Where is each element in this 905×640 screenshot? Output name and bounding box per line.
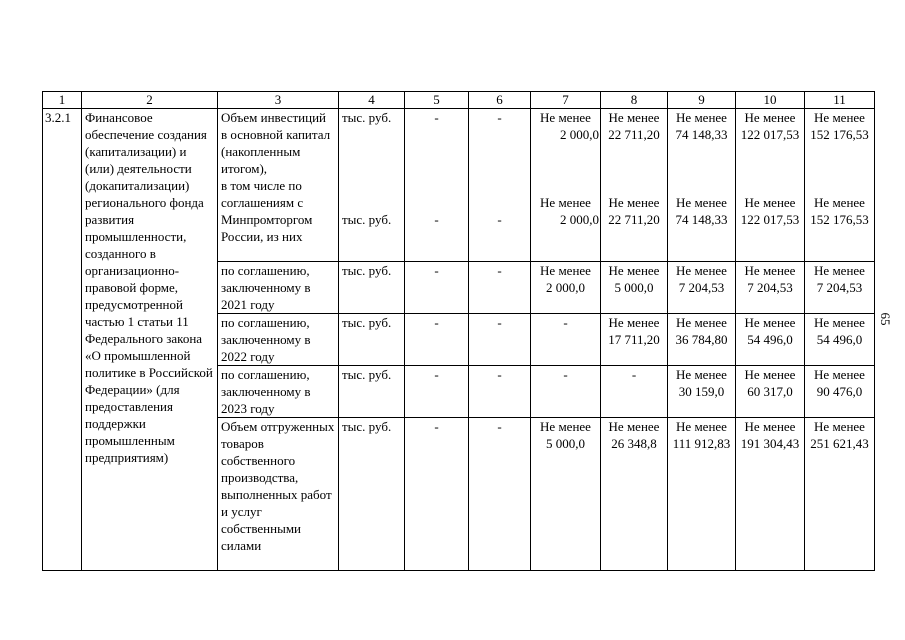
value-label: Не менее — [608, 195, 660, 210]
indicator-cell: по соглашению, заключенному в 2022 году — [218, 314, 339, 366]
value-cell — [668, 418, 736, 571]
unit-cell: тыс. руб. — [339, 418, 405, 571]
value-label: Не менее — [814, 195, 865, 210]
value-text: 60 317,0 — [747, 384, 793, 399]
value-cell — [531, 109, 601, 262]
value-label: Не менее — [676, 315, 727, 330]
value-text: 122 017,53 — [740, 127, 800, 142]
header-cell: 3 — [218, 92, 339, 109]
value-label: Не менее — [676, 263, 727, 278]
value-text: 7 204,53 — [816, 280, 863, 295]
value-label: Не менее — [540, 263, 591, 278]
value-text: 54 496,0 — [816, 332, 863, 347]
indicator-text: в том числе по соглашениям с Минпромторгом России, из них — [221, 178, 313, 244]
value-label: Не менее — [814, 110, 865, 125]
unit-cell: тыс. руб. — [339, 366, 405, 418]
indicator-cell: Объем отгруженных товаров собственного производства, выполненных работ и услуг собственными силами — [218, 418, 339, 571]
header-cell: 2 — [82, 92, 218, 109]
value-text: 152 176,53 — [810, 127, 869, 142]
value-cell — [805, 366, 875, 418]
value-cell: - — [469, 314, 531, 366]
value-label: Не менее — [744, 367, 796, 382]
value-text: 74 148,33 — [675, 212, 728, 227]
value-cell: - — [405, 314, 469, 366]
value-label: - — [631, 367, 637, 382]
value-label: Не менее — [608, 110, 660, 125]
value-cell — [601, 109, 668, 262]
header-cell: 10 — [736, 92, 805, 109]
value-text: 122 017,53 — [740, 212, 800, 227]
value-text: 54 496,0 — [747, 332, 793, 347]
value-label: Не менее — [814, 315, 865, 330]
value-cell — [805, 314, 875, 366]
item-number: 3.2.1 — [43, 109, 82, 571]
value-cell — [601, 418, 668, 571]
value-text: 2 000,0 — [546, 280, 585, 295]
value-cell: - — [469, 418, 531, 571]
value-cell: - — [405, 418, 469, 571]
value-cell — [469, 109, 531, 262]
value-label: Не менее — [608, 315, 660, 330]
value-text: 30 159,0 — [678, 384, 725, 399]
value-text: 17 711,20 — [608, 332, 660, 347]
value-cell — [736, 418, 805, 571]
header-cell: 8 — [601, 92, 668, 109]
value-text: 74 148,33 — [675, 127, 728, 142]
value-label: Не менее — [608, 263, 660, 278]
value-cell — [601, 262, 668, 314]
value-text: 7 204,53 — [747, 280, 793, 295]
value-cell: - — [405, 366, 469, 418]
header-cell: 4 — [339, 92, 405, 109]
indicator-cell: по соглашению, заключенному в 2021 году — [218, 262, 339, 314]
value-label: Не менее — [676, 367, 727, 382]
header-row — [43, 92, 875, 109]
value-text: 5 000,0 — [614, 280, 654, 295]
value-text: 22 711,20 — [608, 212, 660, 227]
value-text: - — [497, 212, 502, 227]
value-cell — [805, 109, 875, 262]
value-text: 111 912,83 — [672, 436, 731, 451]
value-cell — [736, 366, 805, 418]
value-cell — [736, 314, 805, 366]
value-cell — [531, 314, 601, 366]
value-text: 90 476,0 — [816, 384, 863, 399]
table-row — [43, 109, 875, 262]
value-label: Не менее — [744, 195, 796, 210]
value-text: 36 784,80 — [675, 332, 728, 347]
unit-cell: тыс. руб. — [339, 262, 405, 314]
value-cell — [601, 366, 668, 418]
value-text: 22 711,20 — [608, 127, 660, 142]
value-text: 26 348,8 — [611, 436, 657, 451]
value-text: 5 000,0 — [546, 436, 585, 451]
value-label: Не менее — [540, 110, 591, 125]
page-number: 65 — [878, 312, 893, 326]
unit-cell — [339, 109, 405, 262]
value-cell — [668, 109, 736, 262]
value-cell — [736, 109, 805, 262]
indicator-cell: по соглашению, заключенному в 2023 году — [218, 366, 339, 418]
value-cell — [805, 418, 875, 571]
value-label: Не менее — [814, 419, 865, 434]
value-cell: - — [469, 366, 531, 418]
value-text: 152 176,53 — [810, 212, 869, 227]
value-cell — [531, 366, 601, 418]
value-cell — [668, 366, 736, 418]
indicator-text: Объем инвестиций в основной капитал (накопленным итогом), — [221, 110, 331, 176]
header-cell: 11 — [805, 92, 875, 109]
value-cell: - — [405, 262, 469, 314]
value-label: Не менее — [744, 419, 796, 434]
value-label: Не менее — [676, 110, 727, 125]
value-label: Не менее — [540, 195, 591, 210]
value-text: 2 000,0 — [560, 127, 599, 142]
value-text: 2 000,0 — [560, 212, 599, 227]
value-label: Не менее — [676, 419, 727, 434]
value-cell — [668, 262, 736, 314]
unit-text: тыс. руб. — [342, 212, 392, 227]
value-cell — [531, 418, 601, 571]
value-text: - — [434, 110, 439, 125]
unit-cell: тыс. руб. — [339, 314, 405, 366]
value-cell — [736, 262, 805, 314]
value-text: - — [497, 110, 502, 125]
header-cell: 1 — [43, 92, 82, 109]
value-label: Не менее — [814, 367, 865, 382]
value-cell — [405, 109, 469, 262]
value-label: Не менее — [744, 263, 796, 278]
item-name: Финансовое обеспечение создания (капитализации) и (или) деятельности (докапитализации) регионального фонда развития промышленности, созданного в организационно-правовой форме, предусмотренной частью 1 статьи 11 Федерального закона «О промышленной политике в Российской Федерации» (для предоставления поддержки промышленным предприятиям) — [82, 109, 218, 571]
value-text: 251 621,43 — [810, 436, 869, 451]
value-label: Не менее — [744, 110, 796, 125]
value-label: Не менее — [608, 419, 660, 434]
value-cell — [805, 262, 875, 314]
value-cell — [531, 262, 601, 314]
header-cell: 9 — [668, 92, 736, 109]
value-label: Не менее — [676, 195, 727, 210]
value-label: Не менее — [744, 315, 796, 330]
value-label: - — [563, 315, 568, 330]
value-cell — [668, 314, 736, 366]
value-text: 191 304,43 — [740, 436, 800, 451]
value-label: Не менее — [814, 263, 865, 278]
header-cell: 5 — [405, 92, 469, 109]
value-label: Не менее — [540, 419, 591, 434]
unit-text: тыс. руб. — [342, 110, 392, 125]
value-text: - — [434, 212, 439, 227]
value-text: 7 204,53 — [678, 280, 725, 295]
value-label: - — [563, 367, 568, 382]
header-cell: 7 — [531, 92, 601, 109]
value-cell — [601, 314, 668, 366]
header-cell: 6 — [469, 92, 531, 109]
indicator-cell — [218, 109, 339, 262]
indicators-table — [42, 91, 875, 571]
value-cell: - — [469, 262, 531, 314]
